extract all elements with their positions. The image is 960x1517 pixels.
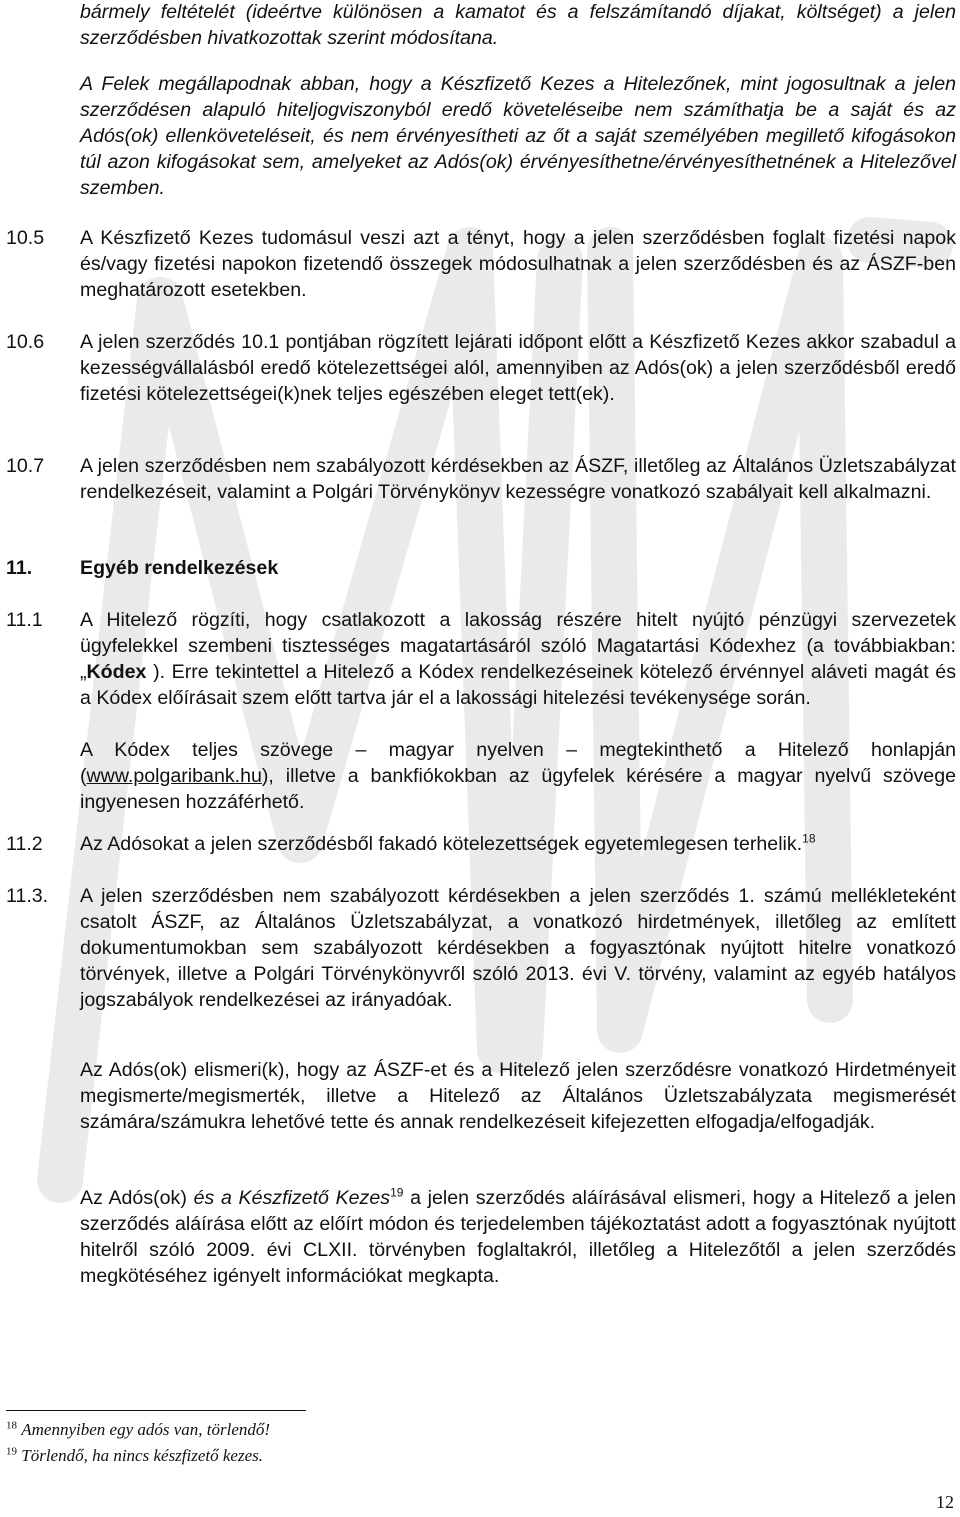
footnote-18 bbox=[6, 1420, 270, 1440]
intro-paragraph-1: bármely feltételét (ideértve különösen a kamatot és a felszámítandó díjakat, költséget) a jelen szerződésben hivatkozottak szerint módosítana. bbox=[80, 1, 956, 49]
section-11-1-text bbox=[80, 608, 956, 712]
section-number: 10.6 bbox=[6, 331, 45, 353]
section-11-number: 11. bbox=[6, 557, 33, 579]
footnote-19 bbox=[6, 1446, 263, 1466]
footnote-text: Amennyiben egy adós van, törlendő! bbox=[21, 1420, 271, 1439]
footnote-ref-18: 18 bbox=[802, 831, 816, 846]
section-11-1-part-b: ). Erre tekintettel a Hitelező a Kódex rendelkezéseinek kötelező érvénnyel aláveti magát és a Kódex előírásait szem előtt tartva jár el a lakossági hitelezési tevékenysége során. bbox=[80, 660, 956, 709]
section-10-7-text: A jelen szerződésben nem szabályozott kérdésekben az ÁSZF, illetőleg az Általános Üzletszabályzat rendelkezéseit, valamint a Polgári Törvénykönyv kezességre vonatkozó szabályait kell alkalmazni. bbox=[80, 455, 956, 503]
section-11-title: Egyéb rendelkezések bbox=[80, 557, 279, 579]
section-11-3-paragraph-1: A jelen szerződésben nem szabályozott kérdésekben a jelen szerződés 1. számú mellékleteként csatolt ÁSZF, az Általános Üzletszabályzat, a vonatkozó hirdetmények, illetőleg az említett dokumentumokban sem szabályozott kérdésekben a fogyasztónak nyújtott hitelre vonatkozó törvények, illetve a Polgári Törvénykönyvről szóló 2013. évi V. törvény, valamint az egyéb hatályos jogszabályok rendelkezései az irányadóak. bbox=[80, 885, 956, 1011]
section-number: 11.2 bbox=[6, 833, 43, 855]
footnote-text: Törlendő, ha nincs készfizető kezes. bbox=[21, 1446, 263, 1465]
section-11-2-text bbox=[80, 832, 956, 858]
polgaribank-link[interactable]: www.polgaribank.hu bbox=[86, 764, 262, 787]
section-number: 11.3. bbox=[6, 885, 49, 907]
section-number: 10.5 bbox=[6, 227, 45, 249]
footnote-marker: 18 bbox=[6, 1419, 17, 1432]
section-11-1-kodex-text bbox=[80, 738, 956, 816]
p3-italic: és a Készfizető Kezes bbox=[193, 1187, 391, 1209]
section-number: 11.1 bbox=[6, 609, 43, 631]
section-10-6-text: A jelen szerződés 10.1 pontjában rögzített lejárati időpont előtt a Készfizető Kezes akkor szabadul a kezességvállalásból eredő kötelezettségei alól, amennyiben az Adós(ok) a jelen szerződésből eredő fizetési kötelezettségei(k)nek teljes egészében eleget tett(ek). bbox=[80, 331, 956, 405]
page-number: 12 bbox=[936, 1492, 954, 1512]
section-11-3-paragraph-2: Az Adós(ok) elismeri(k), hogy az ÁSZF-et és a Hitelező jelen szerződésre vonatkozó Hirdetményeit megismerte/megismerték, illetve a Hitelező az Általános Üzletszabályzata megismerését számára/számukra lehetővé tette és annak rendelkezéseit kifejezetten elfogadja/elfogadják. bbox=[80, 1059, 956, 1133]
section-11-1-part-d: ), illetve a bankfiókokban az ügyfelek kérésére a magyar nyelvű szövege ingyenesen hozzáférhető. bbox=[80, 764, 956, 813]
section-11-1-part-c: A Kódex teljes szövege – magyar nyelven – megtekinthető a Hitelező honlapján ( bbox=[80, 739, 956, 787]
footnote-marker: 19 bbox=[6, 1445, 17, 1458]
footnote-ref-19: 19 bbox=[390, 1185, 404, 1200]
section-11-3-paragraph-3 bbox=[80, 1186, 956, 1290]
section-11-2-body: Az Adósokat a jelen szerződésből fakadó kötelezettségek egyetemlegesen terhelik. bbox=[80, 833, 803, 855]
footnote-separator bbox=[6, 1410, 306, 1411]
p3-part-a: Az Adós(ok) bbox=[80, 1187, 194, 1209]
p3-part-b: a jelen szerződés aláírásával elismeri, hogy a Hitelező a jelen szerződés aláírása előtt az előírt módon és terjedelemben tájékoztatást adott a fogyasztónak nyújtott hitelről szóló 2009. évi CLXII. törvényben foglaltakról, illetőleg a Hitelezőtől a jelen szerződés megkötéséhez igényelt információkat megkapta. bbox=[80, 1187, 957, 1287]
section-10-5-text: A Készfizető Kezes tudomásul veszi azt a tényt, hogy a jelen szerződésben foglalt fizetési napok és/vagy fizetési napokon fizetendő összegek módosulhatnak a jelen szerződésben és az ÁSZF-ben meghatározott esetekben. bbox=[80, 227, 956, 301]
section-number: 10.7 bbox=[6, 455, 45, 477]
section-11-1-part-a: A Hitelező rögzíti, hogy csatlakozott a lakosság részére hitelt nyújtó pénzügyi szervezetek ügyfelekkel szembeni tisztességes magatartásáról szóló Magatartási Kódexhez (a továbbiakban: „ bbox=[80, 609, 956, 683]
intro-paragraph-2: A Felek megállapodnak abban, hogy a Készfizető Kezes a Hitelezőnek, mint jogosultnak a jelen szerződésen alapuló hiteljogviszonyból eredő követeléseibe nem számíthatja be a saját és az Adós(ok) ellenköveteléseit, és nem érvényesítheti az őt a saját személyében megillető kifogásokon túl azon kifogásokat sem, amelyeket az Adós(ok) érvényesíthetne/érvényesíthetnének a Hitelezővel szemben. bbox=[80, 73, 956, 199]
kodex-term: Kódex bbox=[86, 660, 147, 683]
